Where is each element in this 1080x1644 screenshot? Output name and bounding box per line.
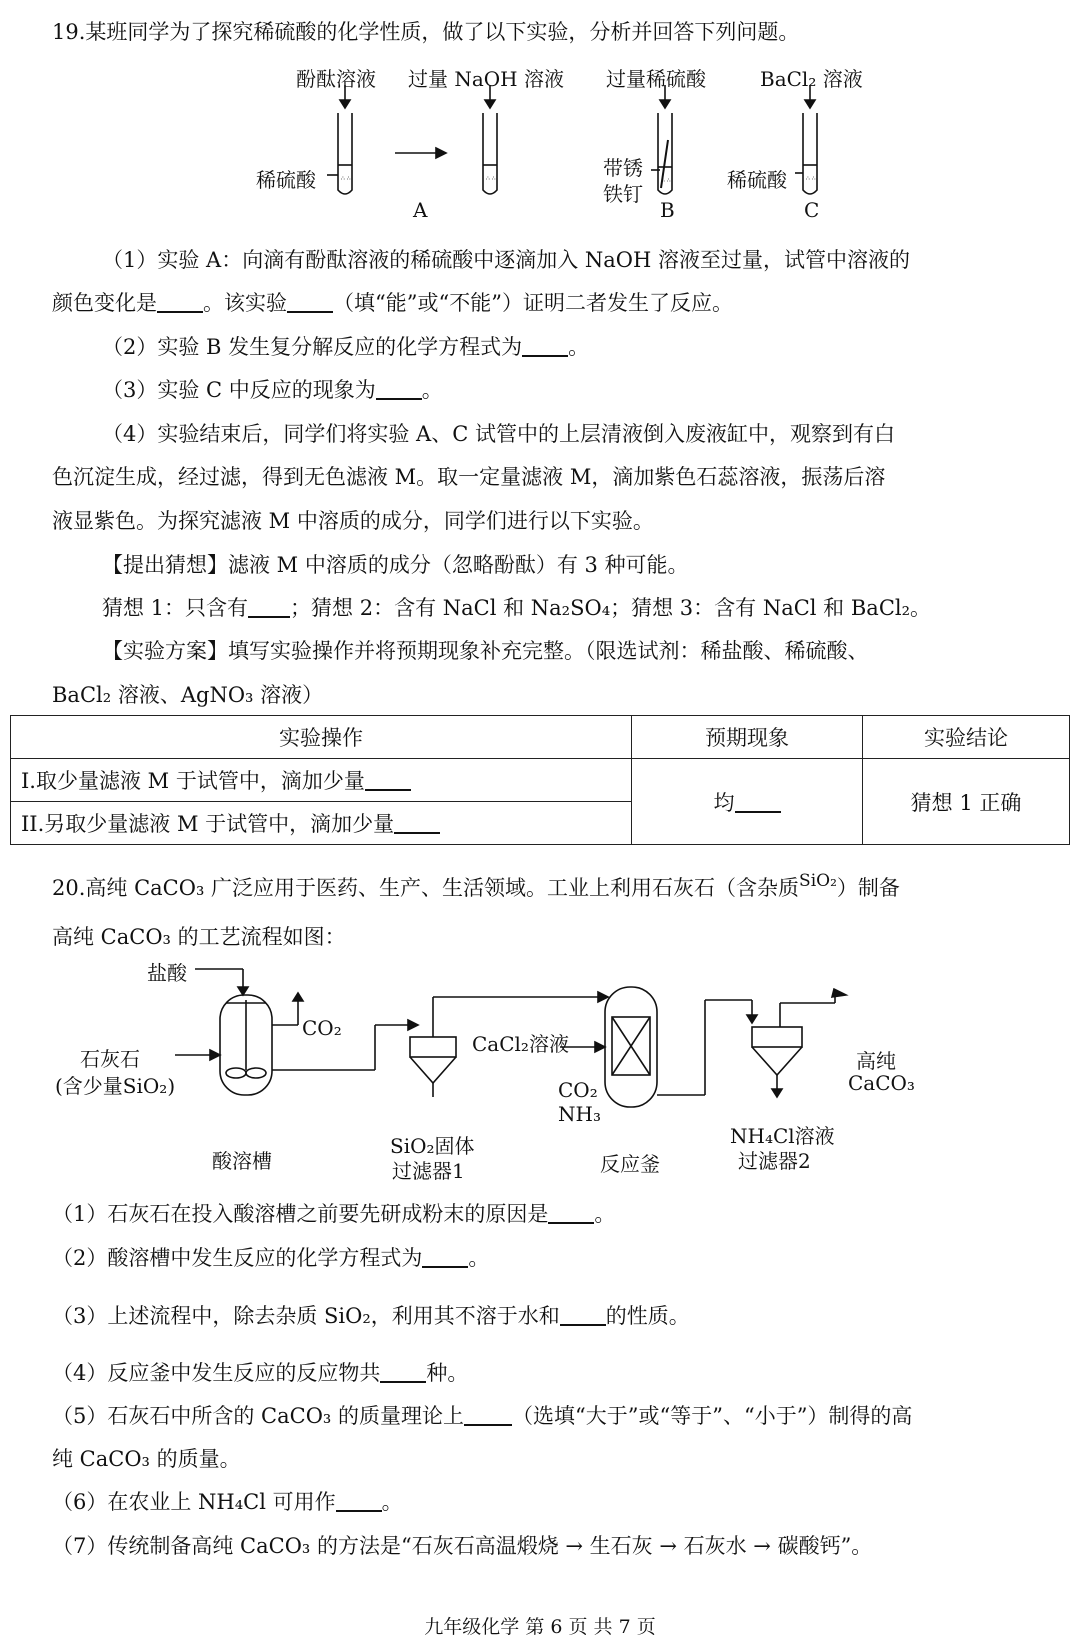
flow-limestone-2: (含少量SiO₂) (55, 1074, 176, 1098)
flow-co2-in: CO₂ (558, 1078, 598, 1102)
answer-blank[interactable] (522, 334, 568, 357)
q20-part1: （1）石灰石在投入酸溶槽之前要先研成粉末的原因是 。 (52, 1202, 616, 1226)
flow-filter2: 过滤器2 (738, 1149, 811, 1173)
answer-blank[interactable] (394, 811, 440, 834)
reagent-phenolphthalein: 酚酞溶液 (296, 67, 376, 91)
reagent-naoh: 过量 NaOH 溶液 (408, 67, 564, 91)
q20-part2: （2）酸溶槽中发生反应的化学方程式为 。 (52, 1246, 490, 1270)
reagent-bacl2: BaCl₂ 溶液 (760, 67, 863, 91)
tube-label-a: A (413, 198, 428, 222)
q20-part6: （6）在农业上 NH₄Cl 可用作 。 (52, 1490, 403, 1514)
table-row (11, 759, 1070, 802)
q19-guesses: 猜想 1：只含有 ；猜想 2：含有 NaCl 和 Na₂SO₄；猜想 3：含有 NaCl 和 BaCl₂。 (102, 596, 932, 620)
conclusion-cell: 猜想 1 正确 (863, 759, 1070, 845)
flow-reactor: 反应釜 (600, 1152, 660, 1176)
svg-text:∴ ∴: ∴ ∴ (806, 175, 816, 182)
q19-part4-line3: 液显紫色。为探究滤液 M 中溶质的成分，同学们进行以下实验。 (52, 509, 654, 533)
flow-product-1: 高纯 (856, 1049, 896, 1073)
reagent-sulfuric-acid: 过量稀硫酸 (606, 67, 706, 91)
flow-co2-out: CO₂ (302, 1016, 342, 1040)
flow-nh3: NH₃ (558, 1102, 601, 1126)
flow-nh4cl: NH₄Cl溶液 (730, 1124, 835, 1148)
answer-blank[interactable] (380, 1360, 426, 1383)
flow-cacl2: CaCl₂溶液 (472, 1032, 569, 1056)
tube-label-b: B (660, 198, 675, 222)
q20-part7: （7）传统制备高纯 CaCO₃ 的方法是“石灰石高温煅烧 → 生石灰 → 石灰水 → 碳酸钙”。 (52, 1534, 873, 1558)
answer-blank[interactable] (422, 1245, 468, 1268)
answer-blank[interactable] (548, 1201, 594, 1224)
operation-1: I.取少量滤液 M 于试管中，滴加少量 (11, 759, 632, 802)
q19-part1-line2: 颜色变化是 。该实验 （填“能”或“不能”）证明二者发生了反应。 (52, 291, 733, 315)
answer-blank[interactable] (336, 1489, 382, 1512)
operation-2: II.另取少量滤液 M 于试管中，滴加少量 (11, 802, 632, 845)
answer-blank[interactable] (365, 768, 411, 791)
tube-label-c: C (804, 198, 820, 222)
q19-part4-line1: （4）实验结束后，同学们将实验 A、C 试管中的上层清液倒入废液缸中，观察到有白 (102, 422, 895, 446)
q20-title-line1: 20.高纯 CaCO₃ 广泛应用于医药、生产、生活领域。工业上利用石灰石（含杂质$^{SiO_2}$）制备 (52, 871, 900, 900)
q19-title: 19.某班同学为了探究稀硫酸的化学性质，做了以下实验，分析并回答下列问题。 (52, 20, 800, 44)
q19-hypothesis: 【提出猜想】滤液 M 中溶质的成分（忽略酚酞）有 3 种可能。 (102, 553, 689, 577)
answer-blank[interactable] (735, 790, 781, 813)
q19-part3: （3）实验 C 中反应的现象为 。 (102, 378, 443, 402)
flow-acid-tank: 酸溶槽 (212, 1149, 272, 1173)
q20-part5-line1: （5）石灰石中所含的 CaCO₃ 的质量理论上 （选填“大于”或“等于”、“小于”）制得的高 (52, 1404, 913, 1428)
flow-filter1: 过滤器1 (392, 1159, 465, 1183)
svg-text:∴ ∴: ∴ ∴ (661, 177, 671, 184)
answer-blank[interactable] (464, 1403, 512, 1426)
label-dilute-acid-a: 稀硫酸 (256, 168, 316, 192)
label-rusty-nail-2: 铁钉 (603, 182, 643, 206)
q20-process-flow-diagram (0, 955, 1080, 1175)
q19-plan-line1: 【实验方案】填写实验操作并将预期现象补充完整。（限选试剂：稀盐酸、稀硫酸、 (102, 639, 869, 663)
q20-part4: （4）反应釜中发生反应的反应物共 种。 (52, 1361, 469, 1385)
answer-blank[interactable] (560, 1303, 606, 1326)
q20-part5-line2: 纯 CaCO₃ 的质量。 (52, 1447, 241, 1471)
answer-blank[interactable] (287, 290, 333, 313)
q19-part4-line2: 色沉淀生成，经过滤，得到无色滤液 M。取一定量滤液 M，滴加紫色石蕊溶液，振荡后溶 (52, 465, 886, 489)
header-phenomenon: 预期现象 (632, 716, 863, 759)
header-conclusion: 实验结论 (863, 716, 1070, 759)
q19-part2: （2）实验 B 发生复分解反应的化学方程式为 。 (102, 335, 590, 359)
q19-part1-line1: （1）实验 A：向滴有酚酞溶液的稀硫酸中逐滴加入 NaOH 溶液至过量，试管中溶液的 (102, 248, 910, 272)
q19-plan-line2: BaCl₂ 溶液、AgNO₃ 溶液） (52, 683, 324, 707)
flow-hcl: 盐酸 (147, 961, 187, 985)
answer-blank[interactable] (248, 595, 290, 618)
label-dilute-acid-c: 稀硫酸 (727, 168, 787, 192)
answer-blank[interactable] (376, 377, 422, 400)
label-rusty-nail-1: 带锈 (603, 156, 643, 180)
q20-title-line2: 高纯 CaCO₃ 的工艺流程如图： (52, 925, 346, 949)
phenomenon-cell: 均 (632, 759, 863, 845)
flow-sio2-solid: SiO₂固体 (390, 1134, 475, 1158)
flow-product-2: CaCO₃ (848, 1071, 915, 1095)
answer-blank[interactable] (157, 290, 203, 313)
header-operation: 实验操作 (11, 716, 632, 759)
q20-part3: （3）上述流程中，除去杂质 SiO₂，利用其不溶于水和 的性质。 (52, 1304, 690, 1328)
experiment-table (10, 715, 1070, 845)
svg-text:∴ ∴: ∴ ∴ (486, 175, 496, 182)
svg-text:∴ ∴: ∴ ∴ (341, 175, 351, 182)
page-footer: 九年级化学 第 6 页 共 7 页 (424, 1616, 656, 1638)
flow-limestone-1: 石灰石 (80, 1047, 140, 1071)
table-header-row (11, 716, 1070, 759)
